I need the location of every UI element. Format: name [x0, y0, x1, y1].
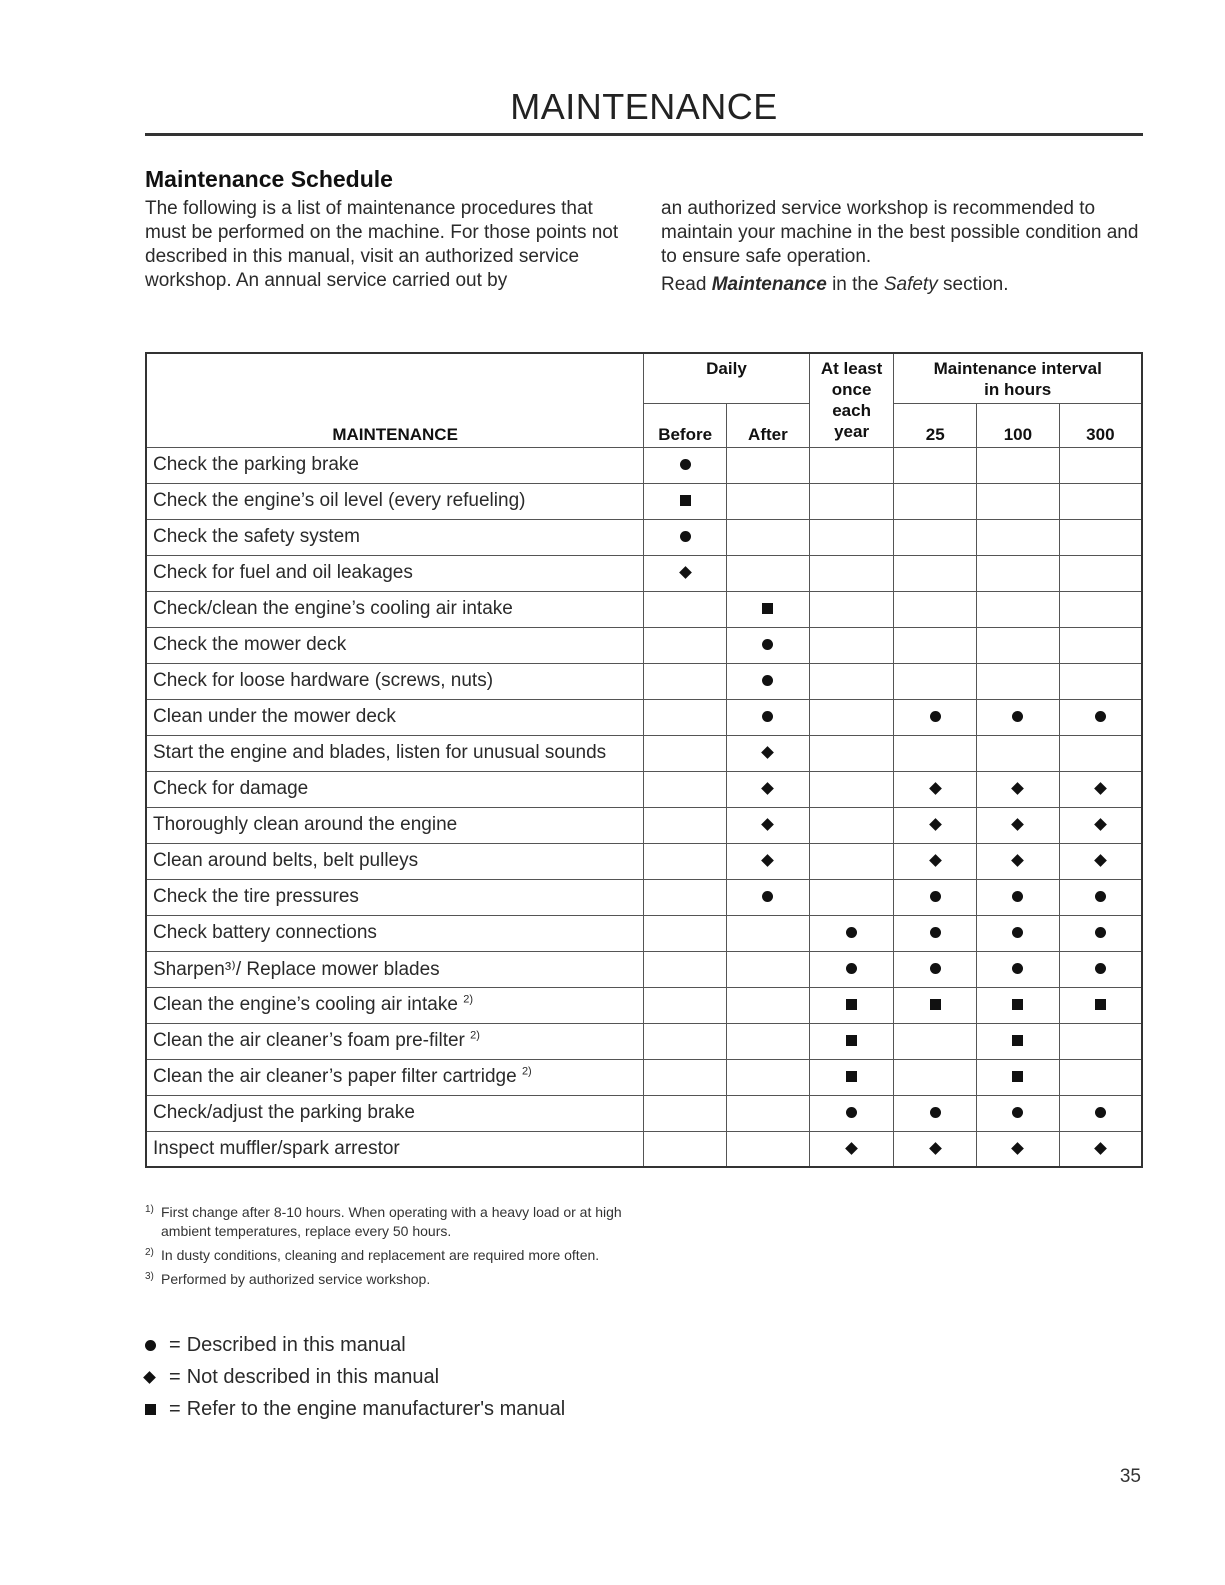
- mark-cell-after: [727, 771, 810, 807]
- mark-cell-before: [644, 915, 727, 951]
- mark-cell-after: [727, 843, 810, 879]
- mark-cell-after: [727, 483, 810, 519]
- table-row: [146, 1059, 1142, 1095]
- task-cell: [146, 1059, 644, 1095]
- mark-cell-hours-100: [977, 1131, 1060, 1167]
- mark-cell-before: [644, 807, 727, 843]
- footnote-3-text: Performed by authorized service workshop.: [161, 1271, 431, 1287]
- symbol-legend: [145, 1329, 565, 1425]
- mark-cell-hours-300: [1059, 555, 1142, 591]
- legend-row-not-described: = Not described in this manual: [145, 1361, 565, 1393]
- mark-cell-hours-300: [1059, 1023, 1142, 1059]
- mark-cell-before: [644, 447, 727, 483]
- mark-cell-hours-100: [977, 519, 1060, 555]
- diamond-icon: [762, 747, 775, 760]
- table-row: [146, 447, 1142, 483]
- mark-cell-hours-100: [977, 771, 1060, 807]
- task-cell: [146, 627, 644, 663]
- mark-cell-year: [809, 843, 894, 879]
- mark-cell-year: [809, 987, 894, 1023]
- table-row: [146, 1131, 1142, 1167]
- mark-cell-hours-300: [1059, 1095, 1142, 1131]
- mark-cell-after: [727, 807, 810, 843]
- dot-icon: [1095, 963, 1106, 974]
- mark-cell-hours-25: [894, 807, 977, 843]
- square-icon: [145, 1404, 156, 1415]
- mark-cell-year: [809, 483, 894, 519]
- diamond-icon: [1012, 855, 1025, 868]
- diamond-icon: [762, 819, 775, 832]
- table-row: [146, 591, 1142, 627]
- task-cell: [146, 771, 644, 807]
- table-row: [146, 699, 1142, 735]
- mark-cell-hours-300: [1059, 663, 1142, 699]
- task-label: Clean around belts, belt pulleys: [153, 850, 419, 871]
- mark-cell-year: [809, 555, 894, 591]
- after-column-header: After: [727, 403, 810, 447]
- square-icon: [1012, 999, 1023, 1010]
- mark-cell-hours-25: [894, 771, 977, 807]
- task-cell: [146, 483, 644, 519]
- dot-icon: [762, 675, 773, 686]
- mark-cell-hours-25: [894, 483, 977, 519]
- dot-icon: [1095, 711, 1106, 722]
- mark-cell-year: [809, 879, 894, 915]
- table-row: [146, 627, 1142, 663]
- dot-icon: [1012, 711, 1023, 722]
- read-suffix: section.: [937, 274, 1009, 295]
- mark-cell-after: [727, 879, 810, 915]
- task-label: Check the tire pressures: [153, 886, 359, 907]
- mark-cell-hours-100: [977, 843, 1060, 879]
- mark-cell-before: [644, 735, 727, 771]
- task-label: Check/adjust the parking brake: [153, 1102, 415, 1123]
- mark-cell-hours-100: [977, 663, 1060, 699]
- task-cell: [146, 915, 644, 951]
- mark-cell-year: [809, 915, 894, 951]
- square-icon: [1012, 1071, 1023, 1082]
- footnote-2-text: In dusty conditions, cleaning and replacement are required more often.: [161, 1247, 600, 1263]
- task-label: Check for loose hardware (screws, nuts): [153, 670, 494, 691]
- maintenance-column-header: MAINTENANCE: [146, 353, 644, 447]
- task-cell: [146, 591, 644, 627]
- intro-text-left: [145, 197, 625, 293]
- legend-described-text: Described in this manual: [186, 1333, 406, 1356]
- mark-cell-hours-25: [894, 1095, 977, 1131]
- mark-cell-hours-300: [1059, 951, 1142, 987]
- footnote-3: [145, 1270, 645, 1289]
- mark-cell-before: [644, 627, 727, 663]
- diamond-icon: [1012, 783, 1025, 796]
- mark-cell-before: [644, 879, 727, 915]
- task-cell: [146, 843, 644, 879]
- mark-cell-hours-25: [894, 699, 977, 735]
- schedule-rows: [146, 447, 1142, 1167]
- legend-engine-manual-text: Refer to the engine manufacturer's manual: [186, 1397, 566, 1420]
- diamond-icon: [845, 1142, 858, 1155]
- dot-icon: [846, 963, 857, 974]
- table-row: [146, 555, 1142, 591]
- diamond-icon: [1012, 819, 1025, 832]
- task-cell: [146, 519, 644, 555]
- dot-icon: [1095, 927, 1106, 938]
- mark-cell-year: [809, 1131, 894, 1167]
- mark-cell-after: [727, 1131, 810, 1167]
- table-row: [146, 483, 1142, 519]
- task-cell: [146, 879, 644, 915]
- mark-cell-hours-25: [894, 915, 977, 951]
- dot-icon: [1095, 891, 1106, 902]
- square-icon: [1012, 1035, 1023, 1046]
- square-icon: [846, 1071, 857, 1082]
- mark-cell-hours-300: [1059, 591, 1142, 627]
- mark-cell-hours-100: [977, 735, 1060, 771]
- dot-icon: [680, 531, 691, 542]
- footnote-2: [145, 1246, 645, 1265]
- mark-cell-hours-100: [977, 447, 1060, 483]
- mark-cell-after: [727, 1059, 810, 1095]
- read-maintenance-ref: Maintenance: [711, 274, 827, 295]
- mark-cell-year: [809, 951, 894, 987]
- dot-icon: [846, 1107, 857, 1118]
- mark-cell-before: [644, 1095, 727, 1131]
- mark-cell-after: [727, 735, 810, 771]
- task-cell: [146, 987, 644, 1023]
- legend-row-described: = Described in this manual: [145, 1329, 565, 1361]
- task-cell: [146, 1095, 644, 1131]
- yearly-header-line-1: At least: [820, 359, 883, 378]
- diamond-icon: [1012, 1142, 1025, 1155]
- mark-cell-hours-25: [894, 735, 977, 771]
- yearly-column-header: [809, 353, 894, 447]
- table-row: [146, 1095, 1142, 1131]
- mark-cell-year: [809, 447, 894, 483]
- footnote-1: [145, 1203, 645, 1241]
- diamond-icon: [1094, 783, 1107, 796]
- mark-cell-hours-100: [977, 1059, 1060, 1095]
- hours-25-column-header: 25: [894, 403, 977, 447]
- mark-cell-hours-300: [1059, 447, 1142, 483]
- mark-cell-year: [809, 1059, 894, 1095]
- dot-icon: [846, 927, 857, 938]
- square-icon: [846, 999, 857, 1010]
- square-icon: [680, 495, 691, 506]
- dot-icon: [762, 891, 773, 902]
- daily-group-header: Daily: [644, 353, 810, 403]
- task-cell: [146, 951, 644, 987]
- mark-cell-hours-100: [977, 699, 1060, 735]
- square-icon: [846, 1035, 857, 1046]
- mark-cell-after: [727, 699, 810, 735]
- mark-cell-after: [727, 447, 810, 483]
- table-row: [146, 915, 1142, 951]
- mark-cell-after: [727, 951, 810, 987]
- mark-cell-after: [727, 591, 810, 627]
- dot-icon: [1095, 1107, 1106, 1118]
- hours-300-column-header: 300: [1059, 403, 1142, 447]
- mark-cell-year: [809, 1095, 894, 1131]
- hours-100-column-header: 100: [977, 403, 1060, 447]
- mark-cell-year: [809, 1023, 894, 1059]
- mark-cell-hours-25: [894, 843, 977, 879]
- task-label: Clean the engine’s cooling air intake: [153, 994, 464, 1015]
- mark-cell-year: [809, 771, 894, 807]
- intro-paragraph-right: an authorized service workshop is recommended to maintain your machine in the best possible condition and to ensure safe operation.: [661, 198, 1139, 267]
- mark-cell-before: [644, 483, 727, 519]
- task-label: Clean the air cleaner’s foam pre-filter: [153, 1030, 471, 1051]
- mark-cell-hours-25: [894, 1023, 977, 1059]
- diamond-icon: [762, 783, 775, 796]
- mark-cell-before: [644, 591, 727, 627]
- task-label: Sharpen³⁾/ Replace mower blades: [153, 958, 440, 980]
- mark-cell-hours-300: [1059, 627, 1142, 663]
- mark-cell-hours-25: [894, 447, 977, 483]
- diamond-icon: [1094, 855, 1107, 868]
- footnote-1-marker: 1): [145, 1204, 154, 1215]
- read-safety-ref: Safety: [883, 274, 938, 295]
- mark-cell-hours-25: [894, 951, 977, 987]
- before-column-header: Before: [644, 403, 727, 447]
- mark-cell-before: [644, 771, 727, 807]
- table-row: [146, 987, 1142, 1023]
- table-row: [146, 951, 1142, 987]
- intro-text-right: [661, 197, 1143, 297]
- mark-cell-hours-100: [977, 591, 1060, 627]
- table-row: [146, 1023, 1142, 1059]
- task-cell: [146, 699, 644, 735]
- mark-cell-after: [727, 1023, 810, 1059]
- mark-cell-hours-100: [977, 627, 1060, 663]
- task-label: Check for damage: [153, 778, 309, 799]
- task-cell: [146, 1023, 644, 1059]
- mark-cell-before: [644, 1131, 727, 1167]
- table-row: [146, 879, 1142, 915]
- mark-cell-year: [809, 519, 894, 555]
- footnote-ref: 2): [463, 993, 473, 1006]
- dot-icon: [1012, 891, 1023, 902]
- table-row: [146, 735, 1142, 771]
- footnotes: [145, 1203, 645, 1294]
- interval-header-line-1: Maintenance interval: [933, 359, 1102, 378]
- dot-icon: [762, 639, 773, 650]
- task-label: Check the parking brake: [153, 454, 359, 475]
- footnote-2-marker: 2): [145, 1247, 154, 1258]
- mark-cell-year: [809, 735, 894, 771]
- mark-cell-hours-25: [894, 987, 977, 1023]
- dot-icon: [762, 711, 773, 722]
- yearly-header-line-3: each: [832, 401, 871, 420]
- dot-icon: [930, 711, 941, 722]
- interval-header-line-2: in hours: [984, 380, 1052, 399]
- task-label: Check/clean the engine’s cooling air intake: [153, 598, 513, 619]
- mark-cell-hours-100: [977, 987, 1060, 1023]
- mark-cell-year: [809, 699, 894, 735]
- dot-icon: [1012, 1107, 1023, 1118]
- mark-cell-hours-25: [894, 519, 977, 555]
- mark-cell-after: [727, 915, 810, 951]
- table-row: [146, 663, 1142, 699]
- mark-cell-hours-300: [1059, 699, 1142, 735]
- task-cell: [146, 735, 644, 771]
- mark-cell-hours-100: [977, 951, 1060, 987]
- mark-cell-year: [809, 807, 894, 843]
- mark-cell-hours-300: [1059, 843, 1142, 879]
- mark-cell-after: [727, 555, 810, 591]
- mark-cell-hours-300: [1059, 735, 1142, 771]
- mark-cell-hours-25: [894, 591, 977, 627]
- mark-cell-hours-300: [1059, 987, 1142, 1023]
- interval-group-header: [894, 353, 1142, 403]
- diamond-icon: [143, 1371, 156, 1384]
- mark-cell-hours-100: [977, 807, 1060, 843]
- dot-icon: [930, 963, 941, 974]
- task-cell: [146, 555, 644, 591]
- mark-cell-hours-300: [1059, 915, 1142, 951]
- task-label: Clean the air cleaner’s paper filter cartridge: [153, 1066, 522, 1087]
- page-header: MAINTENANCE: [510, 86, 778, 127]
- mark-cell-hours-25: [894, 879, 977, 915]
- mark-cell-after: [727, 987, 810, 1023]
- legend-not-described-text: Not described in this manual: [186, 1365, 440, 1388]
- square-icon: [1095, 999, 1106, 1010]
- mark-cell-before: [644, 1059, 727, 1095]
- task-cell: [146, 1131, 644, 1167]
- dot-icon: [145, 1340, 156, 1351]
- mark-cell-before: [644, 1023, 727, 1059]
- mark-cell-before: [644, 843, 727, 879]
- task-label: Start the engine and blades, listen for unusual sounds: [153, 742, 607, 763]
- mark-cell-before: [644, 951, 727, 987]
- footnote-3-marker: 3): [145, 1271, 154, 1282]
- mark-cell-hours-100: [977, 1023, 1060, 1059]
- maintenance-schedule-table: [145, 352, 1143, 1168]
- mark-cell-hours-300: [1059, 771, 1142, 807]
- task-label: Thoroughly clean around the engine: [153, 814, 458, 835]
- task-label: Check the engine’s oil level (every refueling): [153, 490, 526, 511]
- dot-icon: [1012, 963, 1023, 974]
- mark-cell-year: [809, 627, 894, 663]
- mark-cell-before: [644, 987, 727, 1023]
- diamond-icon: [929, 783, 942, 796]
- mark-cell-before: [644, 699, 727, 735]
- mark-cell-before: [644, 555, 727, 591]
- dot-icon: [930, 891, 941, 902]
- legend-row-engine-manual: = Refer to the engine manufacturer's manual: [145, 1393, 565, 1425]
- dot-icon: [680, 459, 691, 470]
- mark-cell-hours-25: [894, 627, 977, 663]
- diamond-icon: [762, 855, 775, 868]
- task-label: Inspect muffler/spark arrestor: [153, 1137, 400, 1159]
- mark-cell-before: [644, 663, 727, 699]
- task-label: Clean under the mower deck: [153, 706, 396, 727]
- task-label: Check the safety system: [153, 526, 360, 547]
- read-mid: in the: [826, 274, 884, 295]
- mark-cell-before: [644, 519, 727, 555]
- diamond-icon: [929, 855, 942, 868]
- mark-cell-after: [727, 663, 810, 699]
- mark-cell-after: [727, 627, 810, 663]
- diamond-icon: [1094, 1142, 1107, 1155]
- table-row: [146, 519, 1142, 555]
- dot-icon: [1012, 927, 1023, 938]
- mark-cell-hours-100: [977, 483, 1060, 519]
- intro-paragraph-left: The following is a list of maintenance procedures that must be performed on the machine. For those points not described in this manual, visit an authorized service workshop. An annual service carried out by: [145, 198, 619, 291]
- mark-cell-hours-25: [894, 663, 977, 699]
- mark-cell-hours-300: [1059, 807, 1142, 843]
- read-prefix: Read: [661, 274, 712, 295]
- mark-cell-hours-100: [977, 879, 1060, 915]
- table-row: [146, 843, 1142, 879]
- mark-cell-hours-300: [1059, 1059, 1142, 1095]
- dot-icon: [930, 1107, 941, 1118]
- mark-cell-hours-300: [1059, 483, 1142, 519]
- task-label: Check battery connections: [153, 922, 377, 943]
- diamond-icon: [1094, 819, 1107, 832]
- yearly-header-line-4: year: [834, 422, 870, 441]
- mark-cell-hours-300: [1059, 1131, 1142, 1167]
- mark-cell-after: [727, 519, 810, 555]
- page-number: 35: [1119, 1466, 1141, 1487]
- task-label: Check for fuel and oil leakages: [153, 562, 413, 583]
- header-divider: [145, 133, 1143, 136]
- mark-cell-hours-300: [1059, 879, 1142, 915]
- mark-cell-hours-25: [894, 555, 977, 591]
- read-safety-note: [661, 273, 1143, 297]
- footnote-ref: 2): [521, 1065, 532, 1078]
- mark-cell-year: [809, 663, 894, 699]
- square-icon: [762, 603, 773, 614]
- section-title: Maintenance Schedule: [145, 166, 393, 192]
- mark-cell-year: [809, 591, 894, 627]
- mark-cell-hours-100: [977, 555, 1060, 591]
- mark-cell-hours-25: [894, 1131, 977, 1167]
- mark-cell-hours-300: [1059, 519, 1142, 555]
- task-cell: [146, 663, 644, 699]
- diamond-icon: [679, 567, 692, 580]
- mark-cell-after: [727, 1095, 810, 1131]
- task-cell: [146, 447, 644, 483]
- dot-icon: [930, 927, 941, 938]
- table-row: [146, 771, 1142, 807]
- mark-cell-hours-100: [977, 915, 1060, 951]
- task-label: Check the mower deck: [153, 634, 347, 655]
- diamond-icon: [929, 1142, 942, 1155]
- square-icon: [930, 999, 941, 1010]
- diamond-icon: [929, 819, 942, 832]
- mark-cell-hours-100: [977, 1095, 1060, 1131]
- table-row: [146, 807, 1142, 843]
- footnote-ref: 2): [470, 1029, 480, 1042]
- task-cell: [146, 807, 644, 843]
- mark-cell-hours-25: [894, 1059, 977, 1095]
- yearly-header-line-2: once: [831, 380, 872, 399]
- footnote-1-text: First change after 8-10 hours. When operating with a heavy load or at high ambient temperatures, replace every 50 hours.: [161, 1204, 622, 1239]
